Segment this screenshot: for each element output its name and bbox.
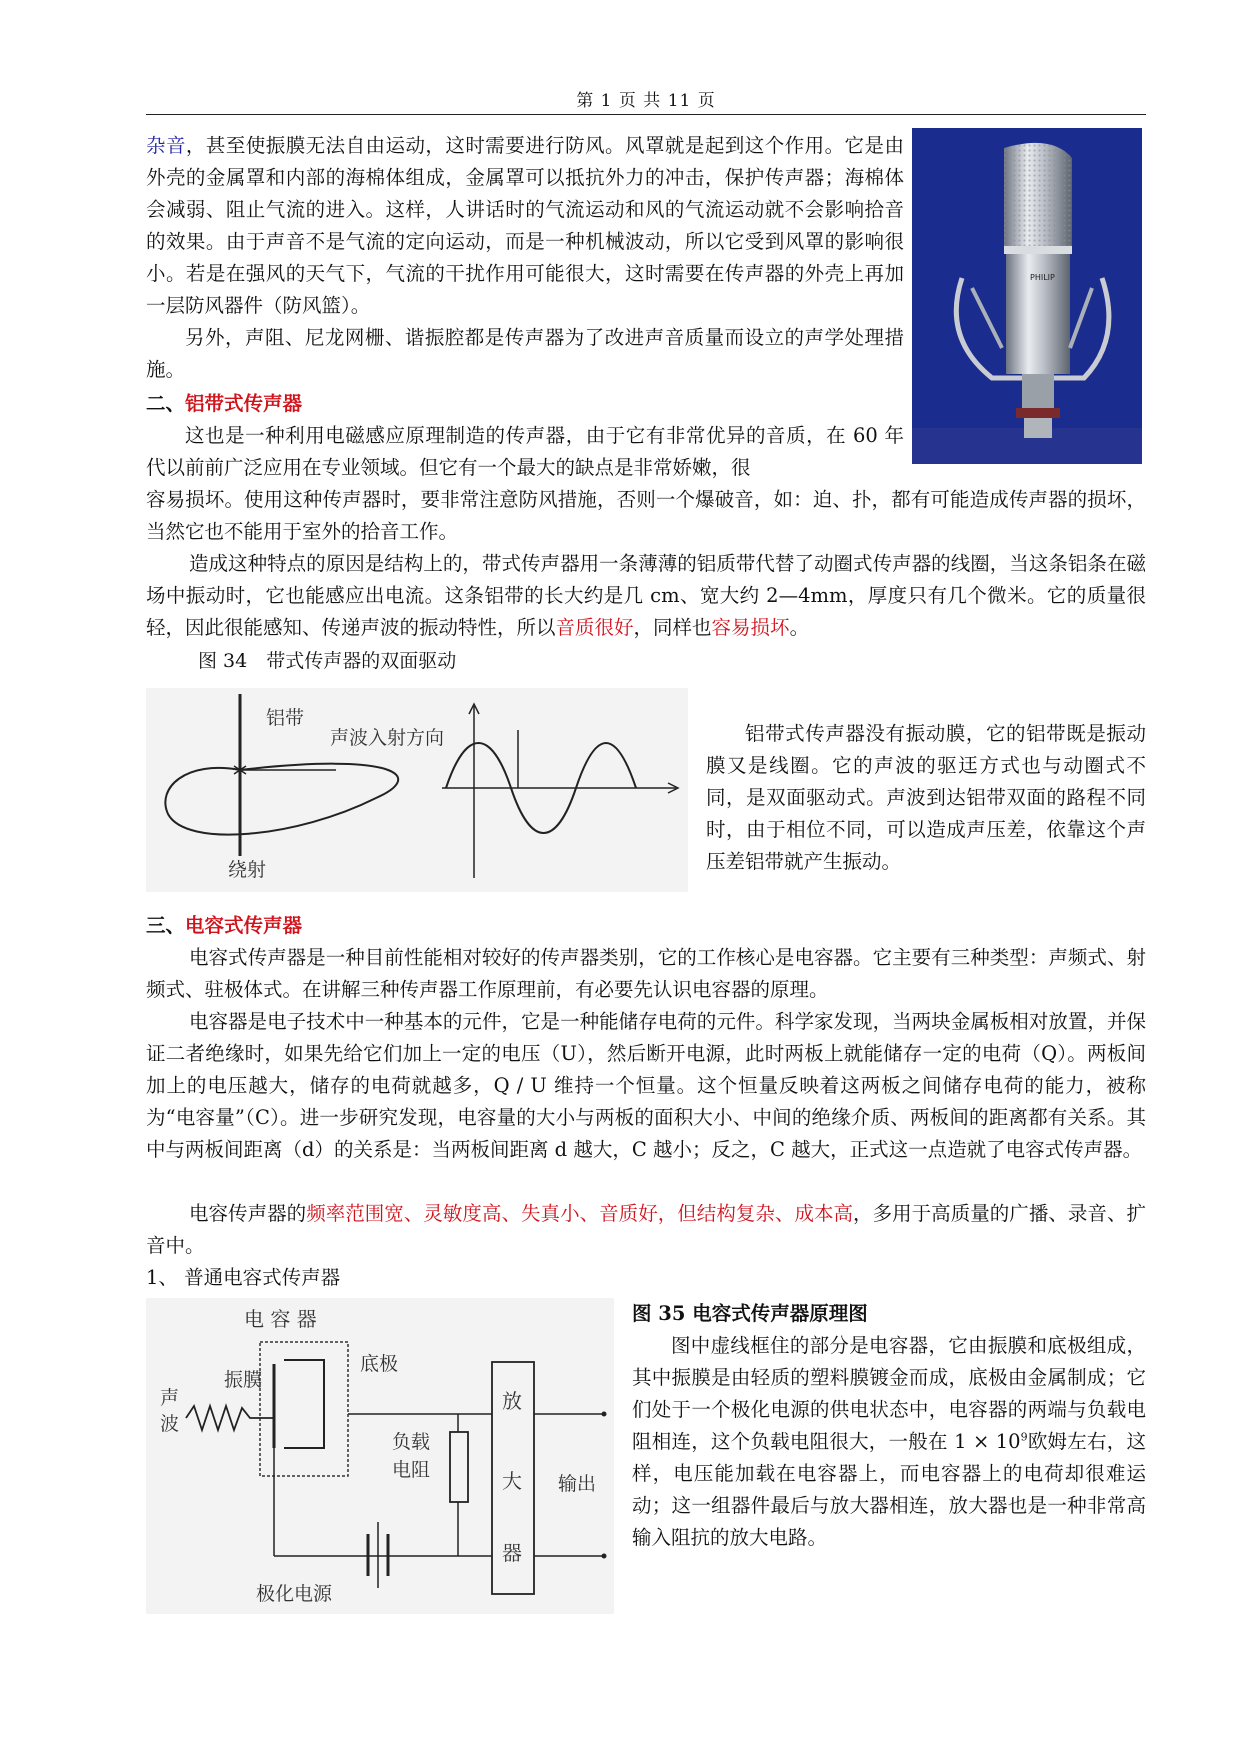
intro-paragraph-1 <box>146 130 904 322</box>
section-3-p3-text: 电容传声器的 <box>189 1202 307 1225</box>
label-amp-2: 大 <box>502 1469 522 1493</box>
microphone-photo <box>912 128 1142 464</box>
section-3-paragraph-1: 电容式传声器是一种目前性能相对较好的传声器类别，它的工作核心是电容器。它主要有三种类型：声频式、射频式、驻极体式。在讲解三种传声器工作原理前，有必要先认识电容器的原理。 <box>146 946 1146 1001</box>
section-3-paragraph-3 <box>146 1198 1146 1262</box>
label-sound-wave-2: 波 <box>160 1413 180 1435</box>
label-amp-1: 放 <box>502 1389 522 1413</box>
section-2-heading <box>146 388 302 420</box>
section-2-highlight-quality: 音质很好 <box>555 616 634 639</box>
section-2-p2-mid: ，同样也 <box>633 616 712 639</box>
figure-35-description <box>632 1330 1146 1554</box>
section-2-p2-text: 造成这种特点的原因是结构上的，带式传声器用一条薄薄的铝质带代替了动圈式传声器的线圈，当这条铝条在磁场中振动时，它也能感应出电流。这条铝带的长大约是几 cm、宽大约 2—4mm，厚度只有几个微米。它的质量很轻，因此很能感知、传递声波的振动特性，所以 <box>146 552 1146 639</box>
label-output: 输出 <box>558 1473 597 1495</box>
section-3-p3-end: ，多用于高质量的广播、录音、扩音中。 <box>146 1202 1146 1257</box>
intro-paragraph-2: 另外，声阻、尼龙网栅、谐振腔都是传声器为了改进声音质量而设立的声学处理措施。 <box>146 326 904 381</box>
label-backplate: 底极 <box>360 1353 399 1375</box>
label-diffraction: 绕射 <box>228 859 267 881</box>
figure-35-exponent: 9 <box>1020 1430 1028 1444</box>
label-ribbon: 铝带 <box>266 707 305 729</box>
label-capacitor: 电 容 器 <box>244 1307 317 1331</box>
label-diaphragm: 振膜 <box>224 1369 263 1391</box>
section-2-number: 二、 <box>146 392 186 415</box>
load-resistor-symbol <box>450 1432 468 1502</box>
header-rule <box>146 114 1146 115</box>
section-3-highlight-features: 频率范围宽、灵敏度高、失真小、音质好，但结构复杂、成本高 <box>306 1202 854 1225</box>
page-header: 第 1 页 共 11 页 <box>576 91 716 111</box>
section-3-title: 电容式传声器 <box>185 914 303 937</box>
label-load-2: 电阻 <box>392 1459 431 1481</box>
figure-35-text-a: 图中虚线框住的部分是电容器，它由振膜和底极组成，其中振膜是由轻质的塑料膜镀金而成，底极由金属制成；它们处于一个极化电源的供电状态中，电容器的两端与负载电阻相连，这个负载电阻很大，一般在 1 × 10 <box>632 1334 1146 1453</box>
section-2-highlight-fragile: 容易损坏 <box>711 616 790 639</box>
figure-35-text-b: 欧姆左右，这样，电压能加载在电容器上，而电容器上的电荷却很难运动；这一组器件最后与放大器相连，放大器也是一种非常高输入阻抗的放大电路。 <box>632 1430 1146 1549</box>
figure-35-title: 图 35 电容式传声器原理图 <box>632 1302 868 1325</box>
label-sound-wave-1: 声 <box>160 1387 180 1409</box>
microphone-brand-logo: PHILIP <box>1030 273 1055 282</box>
section-2-paragraph-1a: 这也是一种利用电磁感应原理制造的传声器，由于它有非常优异的音质，在 60 年代以前前广泛应用在专业领域。但它有一个最大的缺点是非常娇嫩，很 <box>146 424 904 479</box>
section-3-paragraph-2: 电容器是电子技术中一种基本的元件，它是一种能储存电荷的元件。科学家发现，当两块金属板相对放置，并保证二者绝缘时，如果先给它们加上一定的电压（U），然后断开电源，此时两板上就能储存一定的电荷（Q）。两板间加上的电压越大，储存的电荷就越多，Q / U 维持一个恒量。这个恒量反映着这两板之间储存电荷的能力，被称为“电容量”（C）。进一步研究发现，电容量的大小与两板的面积大小、中间的绝缘介质、两板间的距离都有关系。其中与两板间距离（d）的关系是：当两板间距离 d 越大，C 越小；反之，C 越大，正式这一点造就了电容式传声器。 <box>146 1010 1146 1161</box>
label-polarization-source: 极化电源 <box>256 1583 333 1605</box>
subsection-1-heading: 1、 普通电容式传声器 <box>146 1266 341 1289</box>
section-2-p2-end: 。 <box>789 616 810 639</box>
label-load-1: 负载 <box>392 1431 431 1453</box>
label-amp-3: 器 <box>502 1541 522 1565</box>
section-2-title: 铝带式传声器 <box>185 392 303 415</box>
intro-text: ，甚至使振膜无法自由运动，这时需要进行防风。风罩就是起到这个作用。它是由外壳的金属罩和内部的海棉体组成，金属罩可以抵抗外力的冲击，保护传声器；海棉体会减弱、阻止气流的进入。这样，人讲话时的气流运动和风的气流运动就不会影响拾音的效果。由于声音不是气流的定向运动，而是一种机械波动，所以它受到风罩的影响很小。若是在强风的天气下，气流的干扰作用可能很大，这时需要在传声器的外壳上再加一层防风器件（防风篮）。 <box>146 134 904 317</box>
figure-34-description: 铝带式传声器没有振动膜，它的铝带既是振动膜又是线圈。它的声波的驱迋方式也与动圈式不同，是双面驱动式。声波到达铝带双面的路程不同时，由于相位不同，可以造成声压差，依靠这个声压差铝带就产生振动。 <box>706 722 1146 873</box>
figure-34-caption: 图 34 带式传声器的双面驱动 <box>198 650 457 672</box>
figure-34-ribbon-diagram <box>146 688 688 892</box>
section-2-paragraph-1b: 容易损坏。使用这种传声器时，要非常注意防风措施，否则一个爆破音，如：迫、扑，都有可能造成传声器的损坏，当然它也不能用于室外的拾音工作。 <box>146 488 1146 543</box>
section-3-number: 三、 <box>146 914 186 937</box>
intro-lead-term: 杂音 <box>146 134 186 157</box>
section-3-heading <box>146 910 302 942</box>
label-sound-direction: 声波入射方向 <box>330 727 445 749</box>
section-2-paragraph-2 <box>146 548 1146 644</box>
figure-35-capacitor-diagram <box>146 1298 614 1614</box>
